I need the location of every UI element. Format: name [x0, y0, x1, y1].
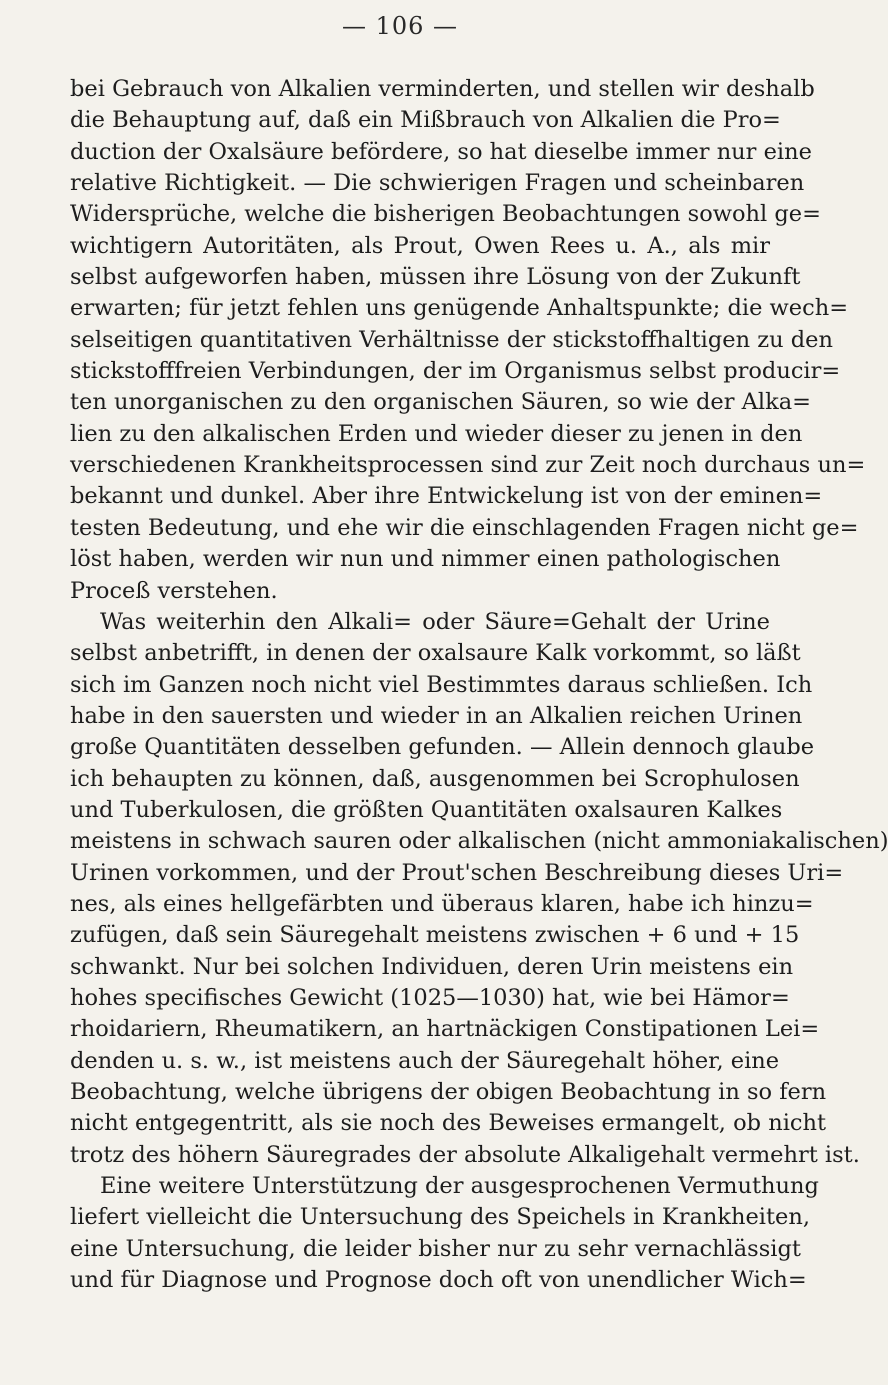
- text-line: löst haben, werden wir nun und nimmer einen pathologischen: [70, 546, 781, 573]
- text-line: selbst anbetrifft, in denen der oxalsaure Kalk vorkommt, so läßt: [70, 640, 801, 667]
- text-line: relative Richtigkeit. — Die schwierigen Fragen und scheinbaren: [70, 170, 805, 197]
- text-line: erwarten; für jetzt fehlen uns genügende Anhaltspunkte; die wech=: [70, 295, 849, 322]
- text-line: eine Untersuchung, die leider bisher nur zu sehr vernachlässigt: [70, 1235, 801, 1262]
- text-line: Eine weitere Unterstützung der ausgesprochenen Vermuthung: [100, 1173, 819, 1200]
- text-line: liefert vielleicht die Untersuchung des Speichels in Krankheiten,: [70, 1204, 811, 1231]
- text-line: Widersprüche, welche die bisherigen Beobachtungen sowohl ge=: [70, 201, 821, 228]
- text-line: sich im Ganzen noch nicht viel Bestimmtes daraus schließen. Ich: [70, 671, 813, 698]
- text-line: stickstofffreien Verbindungen, der im Organismus selbst producir=: [70, 358, 841, 385]
- text-line: selseitigen quantitativen Verhältnisse der stickstoffhaltigen zu den: [70, 326, 833, 353]
- text-line: bekannt und dunkel. Aber ihre Entwickelung ist von der eminen=: [70, 483, 823, 510]
- text-line: trotz des höhern Säuregrades der absolute Alkaligehalt vermehrt ist.: [70, 1141, 860, 1168]
- text-line: rhoidariern, Rheumatikern, an hartnäckigen Constipationen Lei=: [70, 1016, 820, 1043]
- text-line: hohes specifisches Gewicht (1025—1030) hat, wie bei Hämor=: [70, 984, 790, 1011]
- text-line: wichtigern Autoritäten, als Prout, Owen Rees u. A., als mir: [70, 232, 770, 259]
- text-line: bei Gebrauch von Alkalien verminderten, und stellen wir deshalb: [70, 76, 815, 102]
- text-line: die Behauptung auf, daß ein Mißbrauch von Alkalien die Pro=: [70, 107, 781, 134]
- text-line: nicht entgegentritt, als sie noch des Beweises ermangelt, ob nicht: [70, 1110, 827, 1137]
- text-line: Proceß verstehen.: [70, 577, 278, 604]
- text-line: große Quantitäten desselben gefunden. — Allein dennoch glaube: [70, 734, 815, 761]
- text-line: denden u. s. w., ist meistens auch der Säuregehalt höher, eine: [70, 1047, 780, 1074]
- text-line: Urinen vorkommen, und der Prout'schen Beschreibung dieses Uri=: [70, 859, 844, 886]
- text-line: duction der Oxalsäure befördere, so hat dieselbe immer nur eine: [70, 138, 812, 165]
- text-line: habe in den sauersten und wieder in an Alkalien reichen Urinen: [70, 702, 803, 729]
- text-line: und Tuberkulosen, die größten Quantitäten oxalsauren Kalkes: [70, 796, 783, 823]
- text-line: zufügen, daß sein Säuregehalt meistens zwischen + 6 und + 15: [70, 922, 800, 949]
- text-line: und für Diagnose und Prognose doch oft von unendlicher Wich=: [70, 1267, 807, 1294]
- text-line: testen Bedeutung, und ehe wir die einschlagenden Fragen nicht ge=: [70, 514, 859, 541]
- text-line: ich behaupten zu können, daß, ausgenommen bei Scrophulosen: [70, 765, 800, 792]
- text-line: lien zu den alkalischen Erden und wieder dieser zu jenen in den: [70, 420, 803, 447]
- body-text: [70, 74, 888, 1296]
- text-line: selbst aufgeworfen haben, müssen ihre Lösung von der Zukunft: [70, 264, 801, 291]
- page-number: — 106 —: [341, 12, 459, 40]
- text-line: schwankt. Nur bei solchen Individuen, deren Urin meistens ein: [70, 953, 794, 980]
- text-line: Was weiterhin den Alkali= oder Säure=Gehalt der Urine: [100, 608, 770, 635]
- text-line: Beobachtung, welche übrigens der obigen Beobachtung in so fern: [70, 1079, 827, 1105]
- text-line: verschiedenen Krankheitsprocessen sind zur Zeit noch durchaus un=: [70, 452, 866, 479]
- text-line: ten unorganischen zu den organischen Säuren, so wie der Alka=: [70, 389, 811, 416]
- text-line: meistens in schwach sauren oder alkalischen (nicht ammoniakalischen): [70, 828, 888, 855]
- text-line: nes, als eines hellgefärbten und überaus klaren, habe ich hinzu=: [70, 890, 814, 917]
